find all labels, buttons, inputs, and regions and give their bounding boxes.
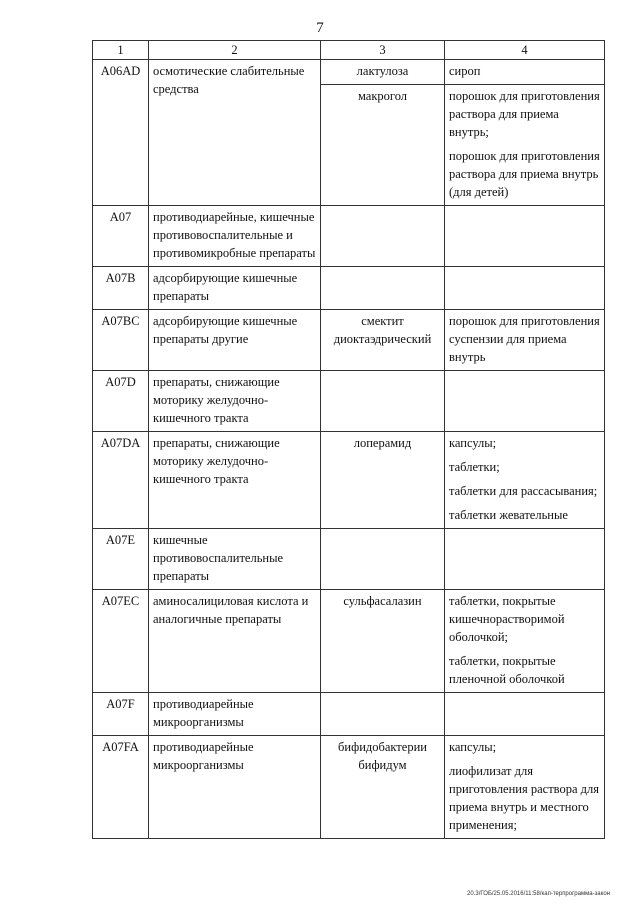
- column-header-1: 1: [93, 41, 149, 60]
- group-cell: кишечные противовоспалительные препараты: [149, 529, 321, 590]
- table-row: [93, 432, 605, 529]
- table-row: [93, 693, 605, 736]
- page-number: 7: [316, 20, 324, 36]
- group-cell: противодиарейные микроорганизмы: [149, 693, 321, 736]
- table-row: [93, 60, 605, 85]
- dosage-form-cell: [445, 590, 605, 693]
- table-row: [93, 267, 605, 310]
- drug-name-cell: бифидобактерии бифидум: [321, 736, 445, 839]
- dosage-form-item: лиофилизат для приготовления раствора для приема внутрь и местного применения;: [449, 764, 599, 832]
- dosage-form-cell: [445, 432, 605, 529]
- group-cell: противодиарейные, кишечные противовоспалительные и противомикробные препараты: [149, 206, 321, 267]
- dosage-form-item: таблетки, покрытые пленочной оболочкой: [449, 654, 565, 686]
- drug-name-cell: лактулоза: [321, 60, 445, 85]
- dosage-form-cell: [445, 371, 605, 432]
- atc-code-cell: A07B: [93, 267, 149, 310]
- drug-name-cell: [321, 529, 445, 590]
- dosage-form-item: порошок для приготовления суспензии для приема внутрь: [449, 314, 600, 364]
- table-row: [93, 590, 605, 693]
- atc-code-cell: A07F: [93, 693, 149, 736]
- table-header-row: [93, 41, 605, 60]
- dosage-form-item: порошок для приготовления раствора для приема внутрь (для детей): [449, 149, 600, 199]
- dosage-form-cell: [445, 85, 605, 206]
- dosage-form-item: таблетки для рассасывания;: [449, 484, 598, 498]
- table-row: [93, 736, 605, 839]
- atc-code-cell: A06AD: [93, 60, 149, 206]
- atc-code-cell: A07E: [93, 529, 149, 590]
- atc-code-cell: A07EC: [93, 590, 149, 693]
- dosage-form-item: таблетки;: [449, 460, 500, 474]
- atc-code-cell: A07BC: [93, 310, 149, 371]
- drug-name-cell: [321, 206, 445, 267]
- footer-file-stamp: 20.3/ГОБ/25.05.2016/11:58/кап-терпрограмма-закон: [467, 891, 610, 897]
- drug-name-cell: смектит диоктаэдрический: [321, 310, 445, 371]
- group-cell: адсорбирующие кишечные препараты: [149, 267, 321, 310]
- drug-name-cell: [321, 267, 445, 310]
- column-header-2: 2: [149, 41, 321, 60]
- column-header-3: 3: [321, 41, 445, 60]
- dosage-form-cell: [445, 693, 605, 736]
- dosage-form-item: капсулы;: [449, 740, 497, 754]
- dosage-form-cell: [445, 736, 605, 839]
- table-row: [93, 371, 605, 432]
- dosage-form-item: порошок для приготовления раствора для приема внутрь;: [449, 89, 600, 139]
- dosage-form-item: таблетки жевательные: [449, 508, 568, 522]
- group-cell: аминосалициловая кислота и аналогичные препараты: [149, 590, 321, 693]
- drug-name-cell: [321, 693, 445, 736]
- table-row: [93, 529, 605, 590]
- atc-code-cell: A07FA: [93, 736, 149, 839]
- table-row: [93, 310, 605, 371]
- group-cell: осмотические слабительные средства: [149, 60, 321, 206]
- dosage-form-cell: [445, 310, 605, 371]
- group-cell: адсорбирующие кишечные препараты другие: [149, 310, 321, 371]
- drug-name-cell: [321, 371, 445, 432]
- atc-code-cell: A07DA: [93, 432, 149, 529]
- column-header-4: 4: [445, 41, 605, 60]
- dosage-form-cell: [445, 267, 605, 310]
- dosage-form-cell: [445, 60, 605, 85]
- drug-list-table: [92, 40, 605, 839]
- dosage-form-item: капсулы;: [449, 436, 497, 450]
- dosage-form-cell: [445, 206, 605, 267]
- dosage-form-item: таблетки, покрытые кишечнорастворимой оболочкой;: [449, 594, 565, 644]
- drug-name-cell: макрогол: [321, 85, 445, 206]
- atc-code-cell: A07D: [93, 371, 149, 432]
- table-row: [93, 206, 605, 267]
- dosage-form-cell: [445, 529, 605, 590]
- group-cell: препараты, снижающие моторику желудочно-кишечного тракта: [149, 432, 321, 529]
- group-cell: противодиарейные микроорганизмы: [149, 736, 321, 839]
- drug-name-cell: сульфасалазин: [321, 590, 445, 693]
- group-cell: препараты, снижающие моторику желудочно-кишечного тракта: [149, 371, 321, 432]
- dosage-form-item: сироп: [449, 64, 481, 78]
- atc-code-cell: A07: [93, 206, 149, 267]
- drug-name-cell: лоперамид: [321, 432, 445, 529]
